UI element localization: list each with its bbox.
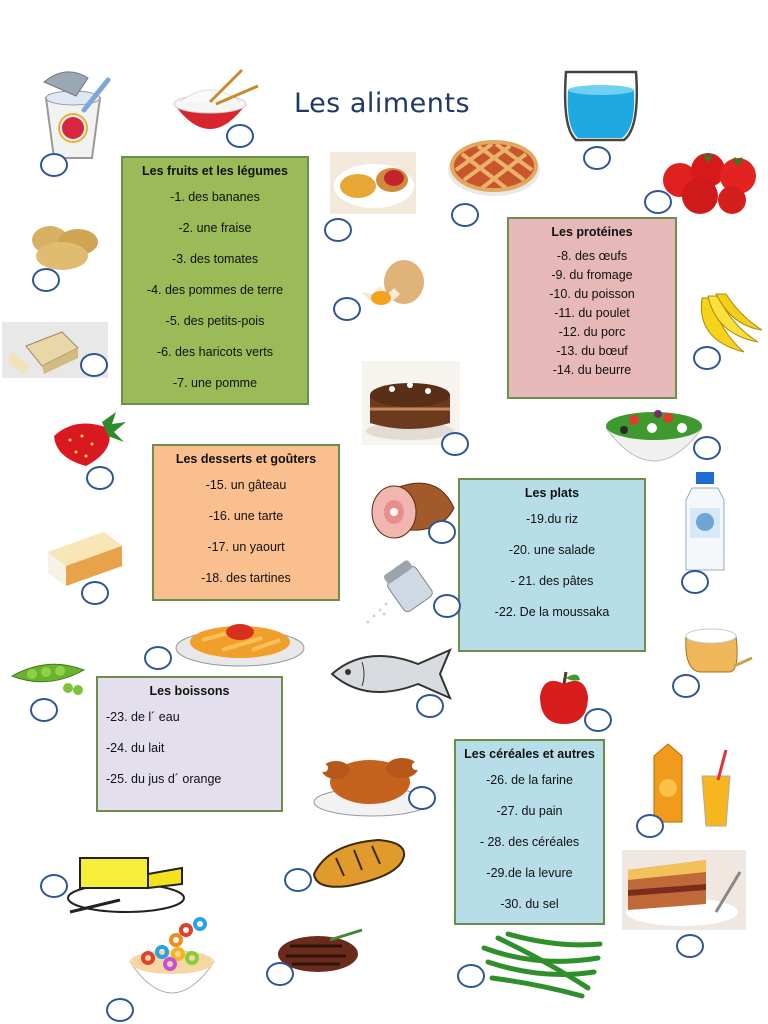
answer-circle[interactable] [441, 432, 469, 456]
list-item: -17. un yaourt [207, 540, 285, 554]
jus-orange-icon [650, 742, 734, 828]
list-item: -1. des bananes [170, 190, 260, 204]
list-item: -12. du porc [558, 325, 626, 339]
list-item: -4. des pommes de terre [146, 283, 284, 297]
page-title: Les aliments [294, 88, 471, 119]
answer-circle[interactable] [584, 708, 612, 732]
list-item: - 21. des pâtes [510, 574, 594, 588]
plats-heading: Les plats [524, 486, 580, 500]
answer-circle[interactable] [144, 646, 172, 670]
list-item: -16. une tarte [208, 509, 284, 523]
answer-circle[interactable] [408, 786, 436, 810]
list-item: -29.de la levure [486, 866, 573, 880]
answer-circle[interactable] [433, 594, 461, 618]
yaourt-icon [36, 68, 116, 164]
proteines-heading: Les protéines [551, 225, 633, 239]
list-item: -26. de la farine [486, 773, 573, 787]
moussaka-icon [622, 850, 746, 930]
answer-circle[interactable] [636, 814, 664, 838]
list-item: -14. du beurre [552, 363, 632, 377]
answer-circle[interactable] [693, 346, 721, 370]
desserts-box [152, 444, 340, 601]
list-item: -11. du poulet [554, 306, 630, 320]
list-item: -23. de l´ eau [106, 710, 180, 724]
answer-circle[interactable] [333, 297, 361, 321]
answer-circle[interactable] [644, 190, 672, 214]
list-item: -15. un gâteau [205, 478, 287, 492]
answer-circle[interactable] [324, 218, 352, 242]
answer-circle[interactable] [40, 153, 68, 177]
list-item: -24. du lait [106, 741, 165, 755]
answer-circle[interactable] [583, 146, 611, 170]
answer-circle[interactable] [676, 934, 704, 958]
answer-circle[interactable] [266, 962, 294, 986]
poulet-icon [306, 740, 438, 824]
answer-circle[interactable] [80, 353, 108, 377]
answer-circle[interactable] [30, 698, 58, 722]
list-item: -5. des petits-pois [165, 314, 265, 328]
list-item: -10. du poisson [549, 287, 635, 301]
desserts-heading: Les desserts et goûters [175, 452, 317, 466]
answer-circle[interactable] [106, 998, 134, 1022]
list-item: -2. une fraise [178, 221, 252, 235]
list-item: - 28. des céréales [479, 835, 580, 849]
answer-circle[interactable] [672, 674, 700, 698]
tarte-icon [446, 134, 542, 200]
proteines-box [507, 217, 677, 399]
boissons-box [96, 676, 283, 812]
beurre-icon [64, 840, 192, 920]
answer-circle[interactable] [81, 581, 109, 605]
fruits-legumes-box [121, 156, 309, 405]
answer-circle[interactable] [457, 964, 485, 988]
fraise-icon [46, 410, 130, 470]
eau-icon [562, 68, 644, 146]
answer-circle[interactable] [32, 268, 60, 292]
list-item: -20. une salade [508, 543, 596, 557]
answer-circle[interactable] [451, 203, 479, 227]
list-item: -9. du fromage [551, 268, 633, 282]
answer-circle[interactable] [693, 436, 721, 460]
camembert-icon [44, 528, 126, 588]
oeuf-icon [356, 258, 432, 316]
answer-circle[interactable] [40, 874, 68, 898]
list-item: -8. des œufs [556, 249, 628, 263]
plats-box [458, 478, 646, 652]
pommes-de-terre-icon [26, 220, 102, 272]
petits-pois-icon [8, 656, 88, 700]
salade-icon [602, 402, 706, 474]
cereales-heading: Les céréales et autres [464, 747, 595, 761]
lait-icon [682, 470, 728, 574]
boissons-heading: Les boissons [149, 684, 230, 698]
cereales-icon [126, 918, 218, 1010]
pain-icon [308, 836, 408, 892]
list-item: -3. des tomates [171, 252, 259, 266]
sel-icon [356, 558, 442, 628]
list-item: -6. des haricots verts [156, 345, 273, 359]
tomates-icon [660, 148, 760, 216]
list-item: -7. une pomme [172, 376, 258, 390]
list-item: -25. du jus d´ orange [106, 772, 222, 786]
cereales-box [454, 739, 605, 925]
list-item: -30. du sel [500, 897, 559, 911]
list-item: -27. du pain [496, 804, 563, 818]
list-item: -18. des tartines [201, 571, 291, 585]
answer-circle[interactable] [428, 520, 456, 544]
gateau-icon [362, 361, 460, 445]
pates-icon [172, 610, 308, 668]
haricots-verts-icon [478, 928, 604, 1000]
answer-circle[interactable] [416, 694, 444, 718]
list-item: -13. du bœuf [556, 344, 628, 358]
list-item: -22. De la moussaka [494, 605, 610, 619]
fruits-legumes-heading: Les fruits et les légumes [142, 164, 288, 178]
answer-circle[interactable] [681, 570, 709, 594]
tartines-icon [330, 152, 416, 214]
answer-circle[interactable] [86, 466, 114, 490]
answer-circle[interactable] [284, 868, 312, 892]
list-item: -19.du riz [525, 512, 579, 526]
answer-circle[interactable] [226, 124, 254, 148]
farine-icon [680, 616, 754, 676]
